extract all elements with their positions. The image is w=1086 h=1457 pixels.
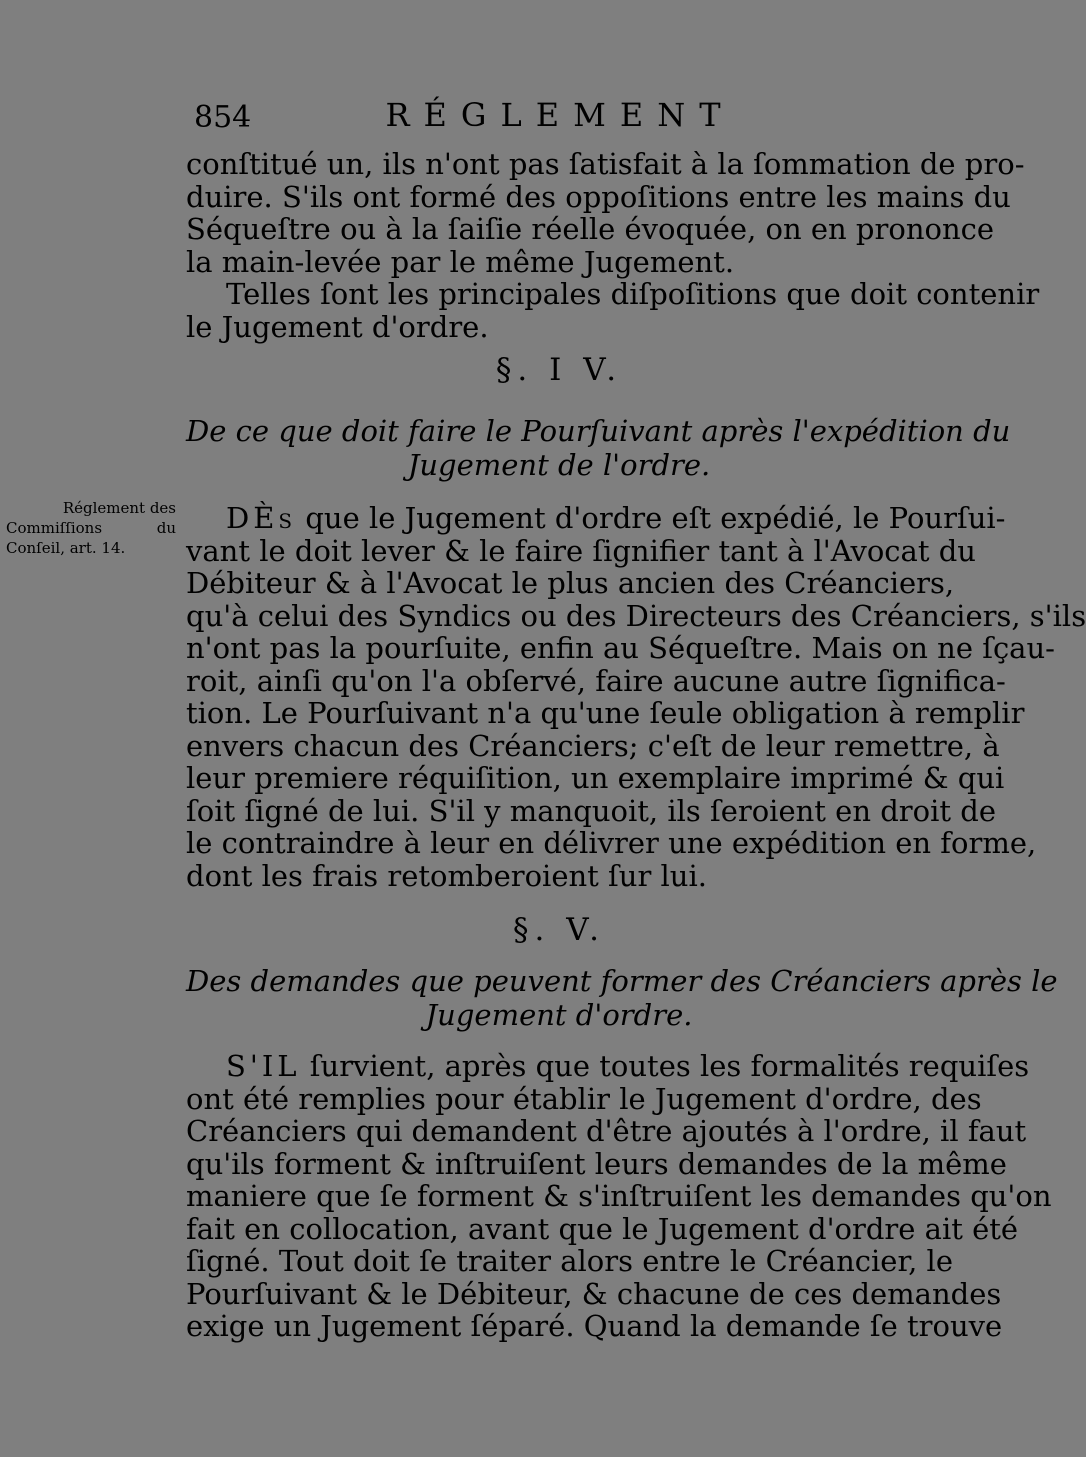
text-line: vant le doit lever & le faire ſignifier tant à l'Avocat du xyxy=(186,533,976,568)
section-heading-5: §. V. xyxy=(512,912,606,948)
text-line: duire. S'ils ont formé des oppoſitions entre les mains du xyxy=(186,179,1011,214)
paragraph-continuation xyxy=(186,147,1040,344)
subheading-line: Jugement d'ordre. xyxy=(425,998,693,1032)
paragraph-demandes xyxy=(186,1049,1052,1343)
page-header xyxy=(180,96,940,140)
text-line: fait en collocation, avant que le Jugement d'ordre ait été xyxy=(186,1211,1019,1246)
text-line: Séqueſtre ou à la ſaiſie réelle évoquée, on en prononce xyxy=(186,212,995,246)
section-subheading-5 xyxy=(186,964,1058,1032)
text-line: Débiteur & à l'Avocat le plus ancien des Créanciers, xyxy=(186,566,955,600)
margin-note-line: Conſeil, art. 14. xyxy=(6,539,126,557)
text-line: envers chacun des Créanciers; c'eſt de leur remettre, à xyxy=(186,728,1000,763)
text-line: Telles ſont les principales diſpoſitions que doit contenir xyxy=(226,277,1040,311)
text-line: n'ont pas la pourſuite, enfin au Séqueſtre. Mais on ne ſçau- xyxy=(186,631,1055,665)
text-line: qu'à celui des Syndics ou des Directeurs des Créanciers, s'ils xyxy=(186,598,1086,633)
paragraph-poursuivant xyxy=(186,501,1086,893)
text-line: exige un Jugement ſéparé. Quand la demande ſe trouve xyxy=(186,1309,1003,1343)
text-line: ſoit ſigné de lui. S'il y manquoit, ils ſeroient en droit de xyxy=(186,793,996,828)
text-line: Créanciers qui demandent d'être ajoutés à l'ordre, il faut xyxy=(186,1114,1027,1148)
text-line: ont été remplies pour établir le Jugement d'ordre, des xyxy=(186,1081,982,1116)
section-heading-4: §. I V. xyxy=(495,352,623,388)
text-line: conſtitué un, ils n'ont pas ſatisfait à la ſommation de pro- xyxy=(186,147,1025,181)
text-line-rest: que le Jugement d'ordre eſt expédié, le Pourſui- xyxy=(305,501,1006,535)
text-line: Pourſuivant & le Débiteur, & chacune de ces demandes xyxy=(186,1276,1002,1311)
drop-capital: S'IL xyxy=(226,1049,301,1083)
running-title: RÉGLEMENT xyxy=(385,96,735,134)
text-line: maniere que ſe forment & s'inſtruiſent les demandes qu'on xyxy=(186,1179,1052,1213)
text-line: dont les frais retomberoient ſur lui. xyxy=(186,858,707,893)
margin-note xyxy=(6,498,176,558)
text-line: la main-levée par le même Jugement. xyxy=(186,244,735,279)
text-line xyxy=(186,501,1006,535)
margin-note-line: Commiſſions du xyxy=(6,519,176,537)
text-line-rest: ſurvient, après que toutes les formalités requiſes xyxy=(309,1049,1030,1083)
page-number: 854 xyxy=(194,100,252,135)
subheading-line: De ce que doit faire le Pourſuivant après l'expédition du xyxy=(186,414,1011,448)
margin-note-line: Réglement des xyxy=(62,499,176,517)
text-line: qu'ils forment & inſtruiſent leurs demandes de la même xyxy=(186,1146,1007,1181)
text-line: le contraindre à leur en délivrer une expédition en forme, xyxy=(186,826,1037,860)
text-line xyxy=(186,1049,1030,1083)
subheading-line: Jugement de l'ordre. xyxy=(407,448,711,482)
text-line: tion. Le Pourſuivant n'a qu'une ſeule obligation à remplir xyxy=(186,696,1025,730)
drop-capital: DÈs xyxy=(226,501,297,535)
text-line: roit, ainſi qu'on l'a obſervé, faire aucune autre ſignifica- xyxy=(186,663,1006,698)
section-subheading-4 xyxy=(186,414,1011,482)
text-line: ſigné. Tout doit ſe traiter alors entre le Créancier, le xyxy=(186,1244,953,1278)
text-line: le Jugement d'ordre. xyxy=(186,309,489,344)
text-line: leur premiere réquiſition, un exemplaire imprimé & qui xyxy=(186,761,1005,795)
subheading-line: Des demandes que peuvent former des Créanciers après le xyxy=(186,964,1058,998)
